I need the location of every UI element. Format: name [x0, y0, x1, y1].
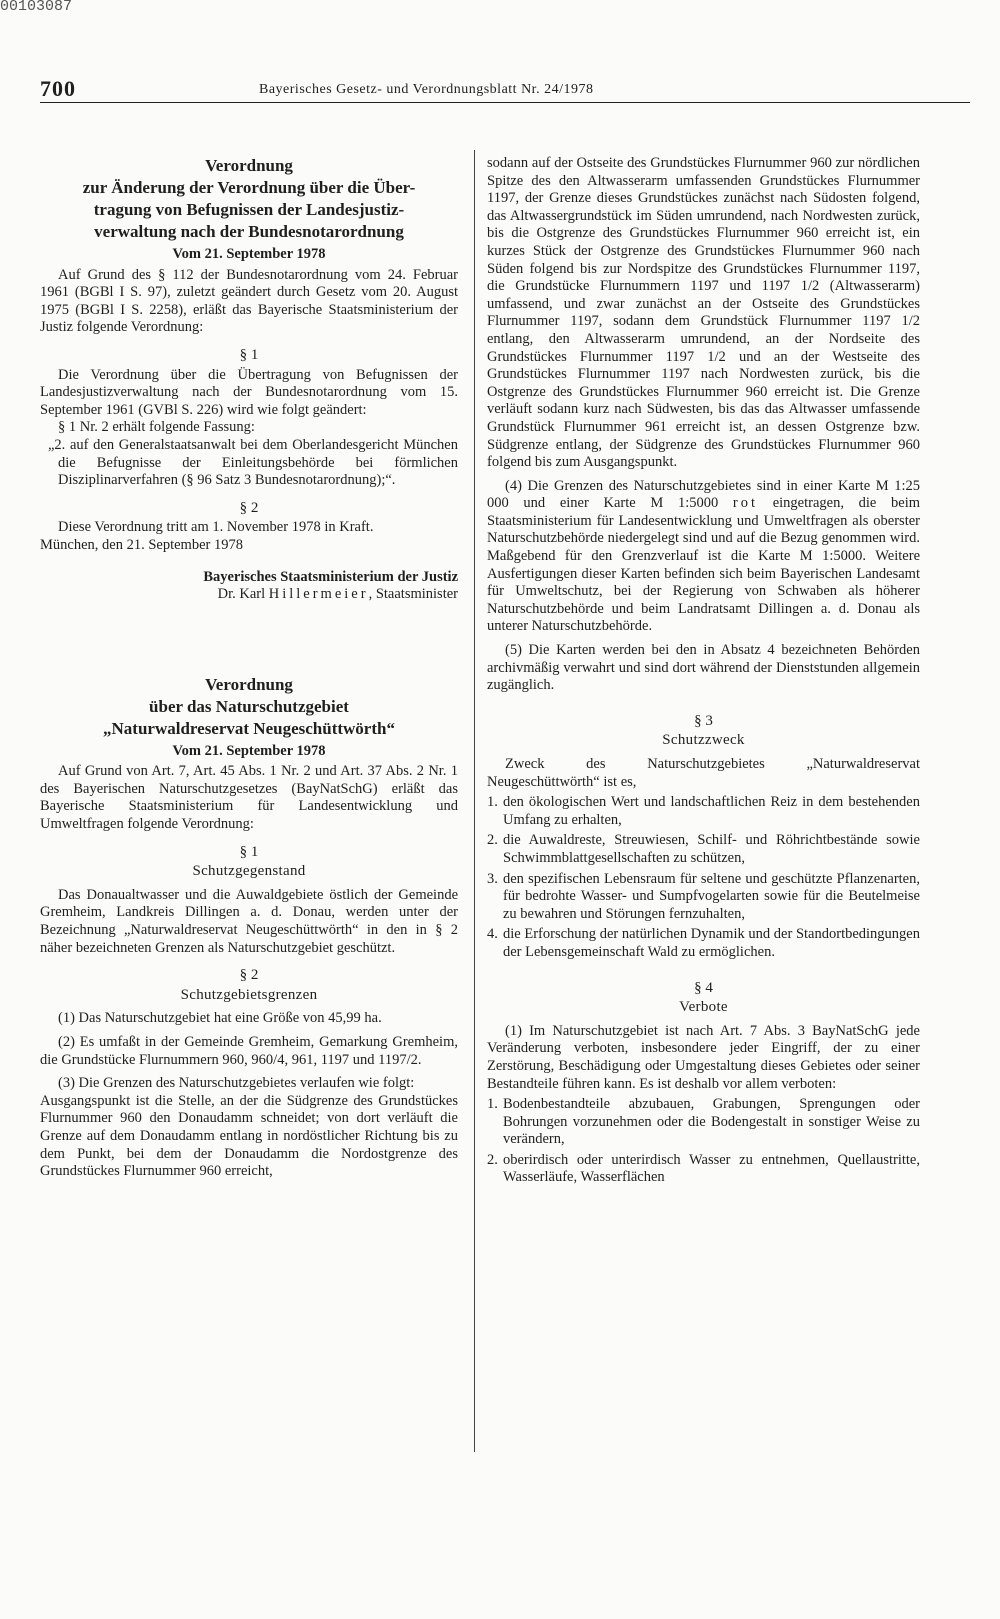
- list-text: die Auwaldreste, Streuwiesen, Schilf- und Röhrichtbestände sowie Schwimmblattgesellschaften zu schützen,: [503, 832, 920, 866]
- list-item: [487, 794, 920, 829]
- list-number: 1.: [487, 794, 498, 811]
- signature-suffix: , Staatsminister: [368, 586, 458, 603]
- paragraph: (2) Es umfaßt in der Gemeinde Gremheim, Gemarkung Gremheim, die Grundstücke Flurnummern 960, 960/4, 961, 1197 und 1197/2.: [40, 1034, 458, 1068]
- page-number: 700: [40, 76, 76, 101]
- paragraph: Das Donaualtwasser und die Auwaldgebiete östlich der Gemeinde Gremheim, Landkreis Dillingen a. d. Donau, werden unter der Bezeichnung „Naturwaldreservat Neugeschüttwörth“ in den in § 2 näher bezeichneten Grenzen als Naturschutzgebiet geschützt.: [40, 886, 458, 956]
- right-column: [487, 155, 920, 1190]
- section-title: Schutzgebietsgrenzen: [180, 986, 318, 1003]
- paragraph: (1) Im Naturschutzgebiet ist nach Art. 7 Abs. 3 BayNatSchG jede Veränderung verboten, insbesondere jeder Eingriff, der zu einer Zerstörung, Beschädigung oder Umgestaltung dieses Gebietes oder seiner Bestandteile führen kann. Es ist deshalb vor allem verboten:: [487, 1022, 920, 1092]
- section-title: Schutzgegenstand: [192, 863, 306, 880]
- list-item: [487, 1152, 920, 1187]
- list-number: 1.: [487, 1096, 498, 1113]
- list-text: Bodenbestandteile abzubauen, Grabungen, Sprengungen oder Bohrungen vorzunehmen oder die Bodengestalt in sonstiger Weise zu verändern,: [503, 1096, 920, 1148]
- section-heading: § 1: [239, 346, 259, 363]
- regulation-1-title: [40, 155, 458, 243]
- text-span: eingetragen, die beim Staatsministerium für Landesentwicklung und Umweltfragen als oberster Naturschutzbehörde niedergelegt sind und auf die Bezug genommen wird. Maßgebend für den Grenzverlauf ist die Karte M 1:5000. Weitere Ausfertigungen dieser Karten befinden sich beim Bayerischen Landesamt für Umweltschutz, bei der Regierung von Schwaben als höherer Naturschutzbehörde und beim Landratsamt Dillingen a. d. Donau als unterer Naturschutzbehörde.: [487, 495, 920, 635]
- paragraph: Die Verordnung über die Übertragung von Befugnissen der Landesjustizverwaltung nach der Bundesnotarordnung vom 15. September 1961 (GVBl S. 226) wird wie folgt geändert:: [40, 366, 458, 418]
- title-line: Verordnung: [205, 674, 293, 694]
- prohibition-list: [487, 1096, 920, 1187]
- paragraph: (3) Die Grenzen des Naturschutzgebietes verlaufen wie folgt:: [58, 1075, 415, 1092]
- list-text: oberirdisch oder unterirdisch Wasser zu entnehmen, Quellaustritte, Wasserläufe, Wasserflächen: [503, 1151, 920, 1186]
- title-line: „Naturwaldreservat Neugeschüttwörth“: [103, 718, 395, 738]
- purpose-list: [487, 794, 920, 961]
- title-line: über das Naturschutzgebiet: [149, 696, 349, 716]
- text-span: (4) Die Grenzen des Naturschutzgebietes sind in einer Karte M 1:25 000 und einer Karte M 1:5000: [487, 477, 920, 512]
- list-item: [487, 871, 920, 924]
- list-item: [487, 926, 920, 961]
- regulation-2-date: Vom 21. September 1978: [172, 742, 326, 759]
- paragraph: § 1 Nr. 2 erhält folgende Fassung:: [58, 419, 255, 436]
- paragraph: sodann auf der Ostseite des Grundstückes Flurnummer 960 zur nördlichen Spitze des den Altwasserarm umfassenden Grundstückes Flurnummer 1197, der Grenze dieses Grundstückes zunächst nach Südosten folgend, das Altwassergrundstück im Süden umrundend, nach Nordwesten zurück, bis die Ostgrenze des Grundstückes Flurnummer 960 erreicht ist, ein kurzes Stück der Ostgrenze des Grundstückes Flurnummer 960 nach Süden folgend bis zur Nordspitze des Grundstückes Flurnummer 1197, die Grundstücke Flurnummern 1197 und 1197 1/2 (Altwasserarm) umfassend, und zwar zunächst an der Ostseite des Grundstückes Flurnummer 1197, sodann dem Grundstück Flurnummer 1197 1/2 entlang, den Altwasserarm umrundend, an der Nordseite des Grundstückes Flurnummer 1197 1/2 und an der Westseite des Grundstückes Flurnummer 1197 nach Nordwesten zurück, bis die Ostgrenze des Grundstückes Flurnummer 960 erreicht ist. Die Grenze verläuft sodann kurz nach Südwesten, bis das das Altwasser umfassende Grundstück Flurnummer 961 erreicht ist, an dessen Ostgrenze bzw. Südgrenze entlang, der Südgrenze des Grundstückes Flurnummer 960 folgend bis zum Ausgangspunkt.: [487, 155, 920, 471]
- place-date: München, den 21. September 1978: [40, 536, 243, 553]
- list-text: den ökologischen Wert und landschaftlichen Reiz in dem bestehenden Umfang zu erhalten,: [503, 794, 920, 828]
- list-number: 3.: [487, 870, 498, 887]
- archive-stamp: 00103087: [0, 0, 73, 15]
- section-heading: § 1: [239, 843, 259, 860]
- paragraph: [487, 478, 920, 636]
- paragraph: (1) Das Naturschutzgebiet hat eine Größe von 45,99 ha.: [58, 1010, 382, 1027]
- list-item: [487, 832, 920, 867]
- list-number: 2.: [487, 1151, 498, 1168]
- title-line: tragung von Befugnissen der Landesjustiz-: [93, 200, 405, 219]
- signature-name: Hillermeier: [268, 586, 369, 603]
- column-divider: [474, 150, 475, 1452]
- list-text: die Erforschung der natürlichen Dynamik und der Standortbedingungen der Lebensgemeinschaft Wald zu ermöglichen.: [503, 926, 920, 960]
- paragraph: Ausgangspunkt ist die Stelle, an der die Südgrenze des Grundstückes Flurnummer 960 den Donaudamm schneidet; von dort verläuft die Grenze auf dem Donaudamm entlang in nordöstlicher Richtung bis zu dem Punkt, bei dem der Donaudamm die Nordostgrenze des Grundstückes Flurnummer 960 erreicht,: [40, 1092, 458, 1180]
- list-number: 2.: [487, 832, 498, 849]
- text-span: rot: [732, 495, 759, 512]
- regulation-1-preamble: Auf Grund des § 112 der Bundesnotarordnung vom 24. Februar 1961 (BGBl I S. 97), zuletzt geändert durch Gesetz vom 20. August 1975 (BGBl I S. 2258), erläßt das Bayerische Staatsministerium der Justiz folgende Verordnung:: [40, 266, 458, 336]
- list-item: [487, 1096, 920, 1149]
- paragraph: (5) Die Karten werden bei den in Absatz 4 bezeichneten Behörden archivmäßig verwahrt und sind dort während der Dienststunden allgemein zugänglich.: [487, 642, 920, 694]
- section-heading: § 4: [694, 979, 713, 996]
- title-line: zur Änderung der Verordnung über die Über-: [82, 178, 416, 197]
- list-number: 4.: [487, 926, 498, 943]
- section-heading: § 2: [239, 967, 259, 984]
- page-header: [40, 76, 970, 103]
- list-text: den spezifischen Lebensraum für seltene und geschützte Pflanzenarten, für bedrohte Wasser- und Sumpfvogelarten sowie für die Beutelmeise zu bewahren und Störungen fernzuhalten,: [503, 870, 920, 922]
- signature-organization: Bayerisches Staatsministerium der Justiz: [203, 568, 458, 585]
- regulation-1-date: Vom 21. September 1978: [172, 246, 326, 262]
- signature: [40, 586, 458, 604]
- section-title: Verbote: [679, 999, 728, 1016]
- quoted-amendment: „2. auf den Generalstaatsanwalt bei dem Oberlandesgericht München die Befugnisse der Einleitungsbehörde bei förmlichen Disziplinarverfahren (§ 96 Satz 3 Bundesnotarordnung);“.: [48, 436, 458, 489]
- section-heading: § 3: [694, 712, 713, 729]
- paragraph: Diese Verordnung tritt am 1. November 1978 in Kraft.: [58, 519, 374, 536]
- section-heading: § 2: [239, 499, 259, 516]
- title-line: Verordnung: [205, 156, 293, 175]
- section-title: Schutzzweck: [662, 732, 745, 749]
- publication-title: Bayerisches Gesetz- und Verordnungsblatt Nr. 24/1978: [259, 82, 594, 97]
- paragraph: Zweck des Naturschutzgebietes „Naturwaldreservat Neugeschüttwörth“ ist es,: [487, 756, 920, 790]
- signature-prefix: Dr. Karl: [217, 586, 269, 603]
- title-line: verwaltung nach der Bundesnotarordnung: [94, 222, 404, 241]
- regulation-2-preamble: Auf Grund von Art. 7, Art. 45 Abs. 1 Nr. 2 und Art. 37 Abs. 2 Nr. 1 des Bayerischen Naturschutzgesetzes (BayNatSchG) erläßt das Bayerische Staatsministerium für Landesentwicklung und Umweltfragen folgende Verordnung:: [40, 763, 458, 833]
- regulation-2-title: [40, 674, 458, 740]
- left-column: [40, 155, 458, 1181]
